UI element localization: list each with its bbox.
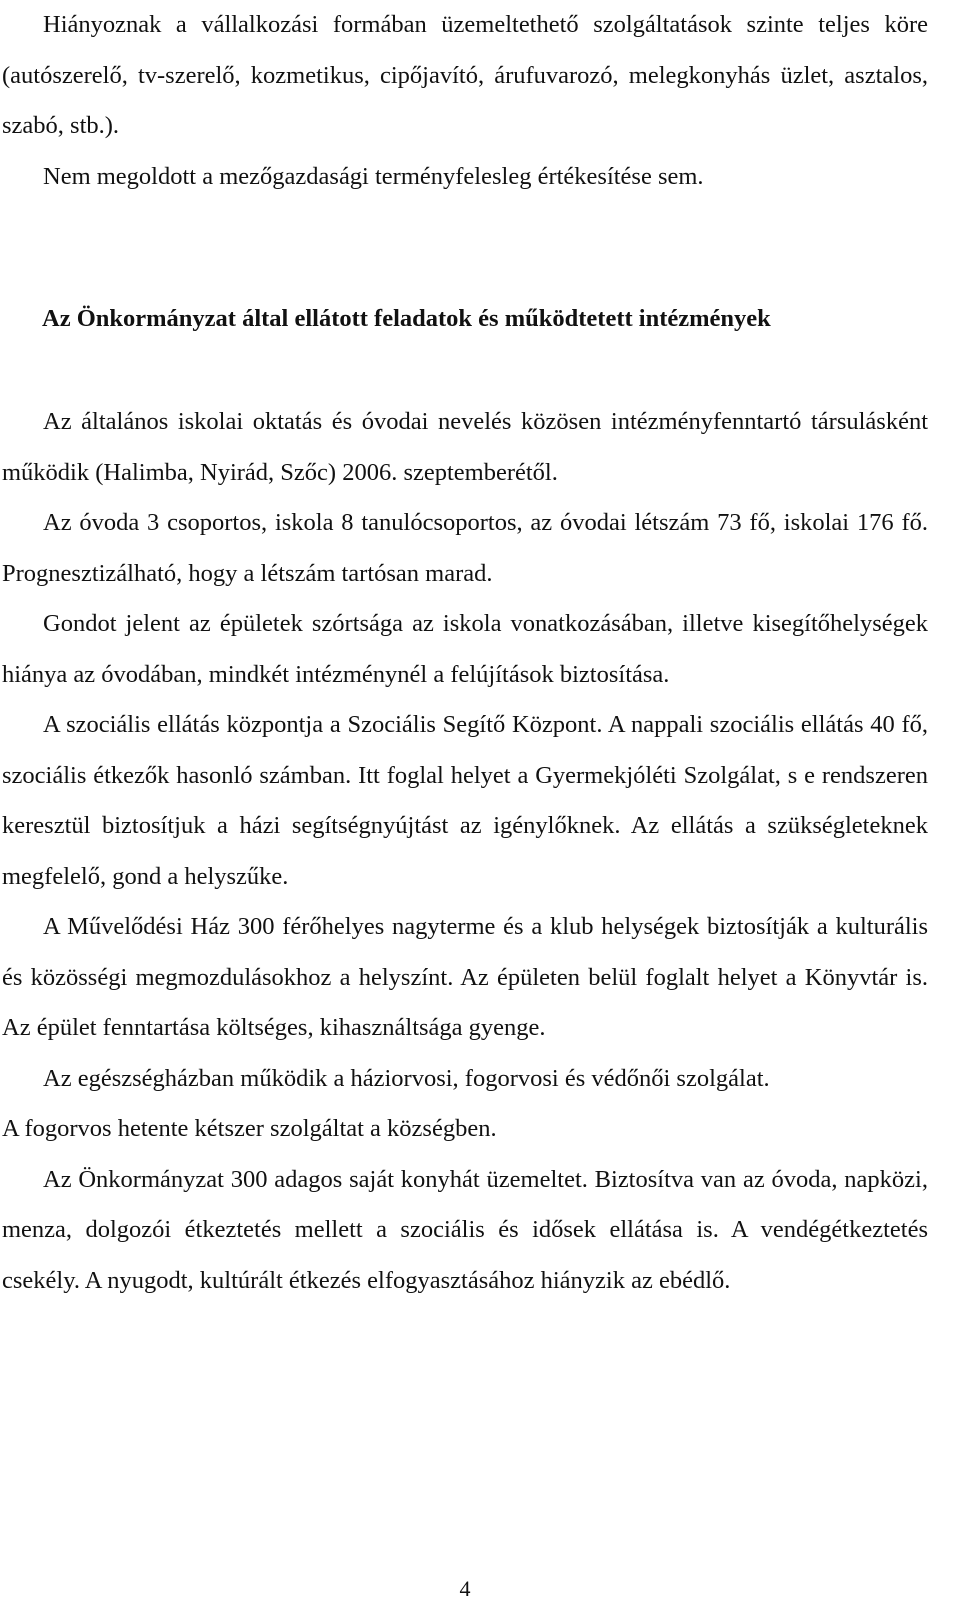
section-heading: Az Önkormányzat által ellátott feladatok és működtetett intézmények [42, 305, 771, 332]
paragraph-health-house: Az egészségházban működik a háziorvosi, fogorvosi és védőnői szolgálat. [43, 1064, 770, 1092]
paragraph-cultural-house: A Művelődési Ház 300 férőhelyes nagyterme és a klub helységek biztosítják a kulturális és közösségi megmozdulásokhoz a helyszínt. Az épületen belül foglalt helyet a Könyvtár is. Az épület fenntartása költséges, kihasználtsága gyenge. [2, 913, 928, 1041]
paragraph-kitchen: Az Önkormányzat 300 adagos saját konyhát üzemeltet. Biztosítva van az óvoda, napközi, menza, dolgozói étkeztetés mellett a szociális és idősek ellátása is. A vendégétkeztetés csekély. A nyugodt, kultúrált étkezés elfogyasztásához hiányzik az ebédlő. [2, 1165, 928, 1294]
page-number: 4 [459, 1576, 471, 1601]
paragraph-buildings: Gondot jelent az épületek szórtsága az iskola vonatkozásában, illetve kisegítőhelységek hiánya az óvodában, mindkét intézménynél a felújítások biztosítása. [2, 610, 928, 688]
intro-text [2, 0, 928, 202]
paragraph-dentist: A fogorvos hetente kétszer szolgáltat a községben. [2, 1115, 497, 1142]
intro-paragraph-2: Nem megoldott a mezőgazdasági terményfelesleg értékesítése sem. [43, 162, 704, 190]
paragraph-school: Az általános iskolai oktatás és óvodai nevelés közösen intézményfenntartó társulásként működik (Halimba, Nyirád, Szőc) 2006. szeptemberétől. [2, 408, 928, 486]
intro-paragraph-1: Hiányoznak a vállalkozási formában üzemeltethető szolgáltatások szinte teljes köre (autószerelő, tv-szerelő, kozmetikus, cipőjavító, árufuvarozó, melegkonyhás üzlet, asztalos, szabó, stb.). [2, 11, 928, 139]
paragraph-social-care: A szociális ellátás központja a Szociális Segítő Központ. A nappali szociális ellátás 40 fő, szociális étkezők hasonló számban. Itt foglal helyet a Gyermekjóléti Szolgálat, s e rendszeren keresztül biztosítjuk a házi segítségnyújtást az igénylőknek. Az ellátás a szükségleteknek megfelelő, gond a helyszűke. [2, 711, 928, 890]
paragraph-kindergarten: Az óvoda 3 csoportos, iskola 8 tanulócsoportos, az óvodai létszám 73 fő, iskolai 176 fő. Prognesztizálható, hogy a létszám tartósan marad. [2, 509, 928, 587]
section-body [2, 397, 928, 1306]
